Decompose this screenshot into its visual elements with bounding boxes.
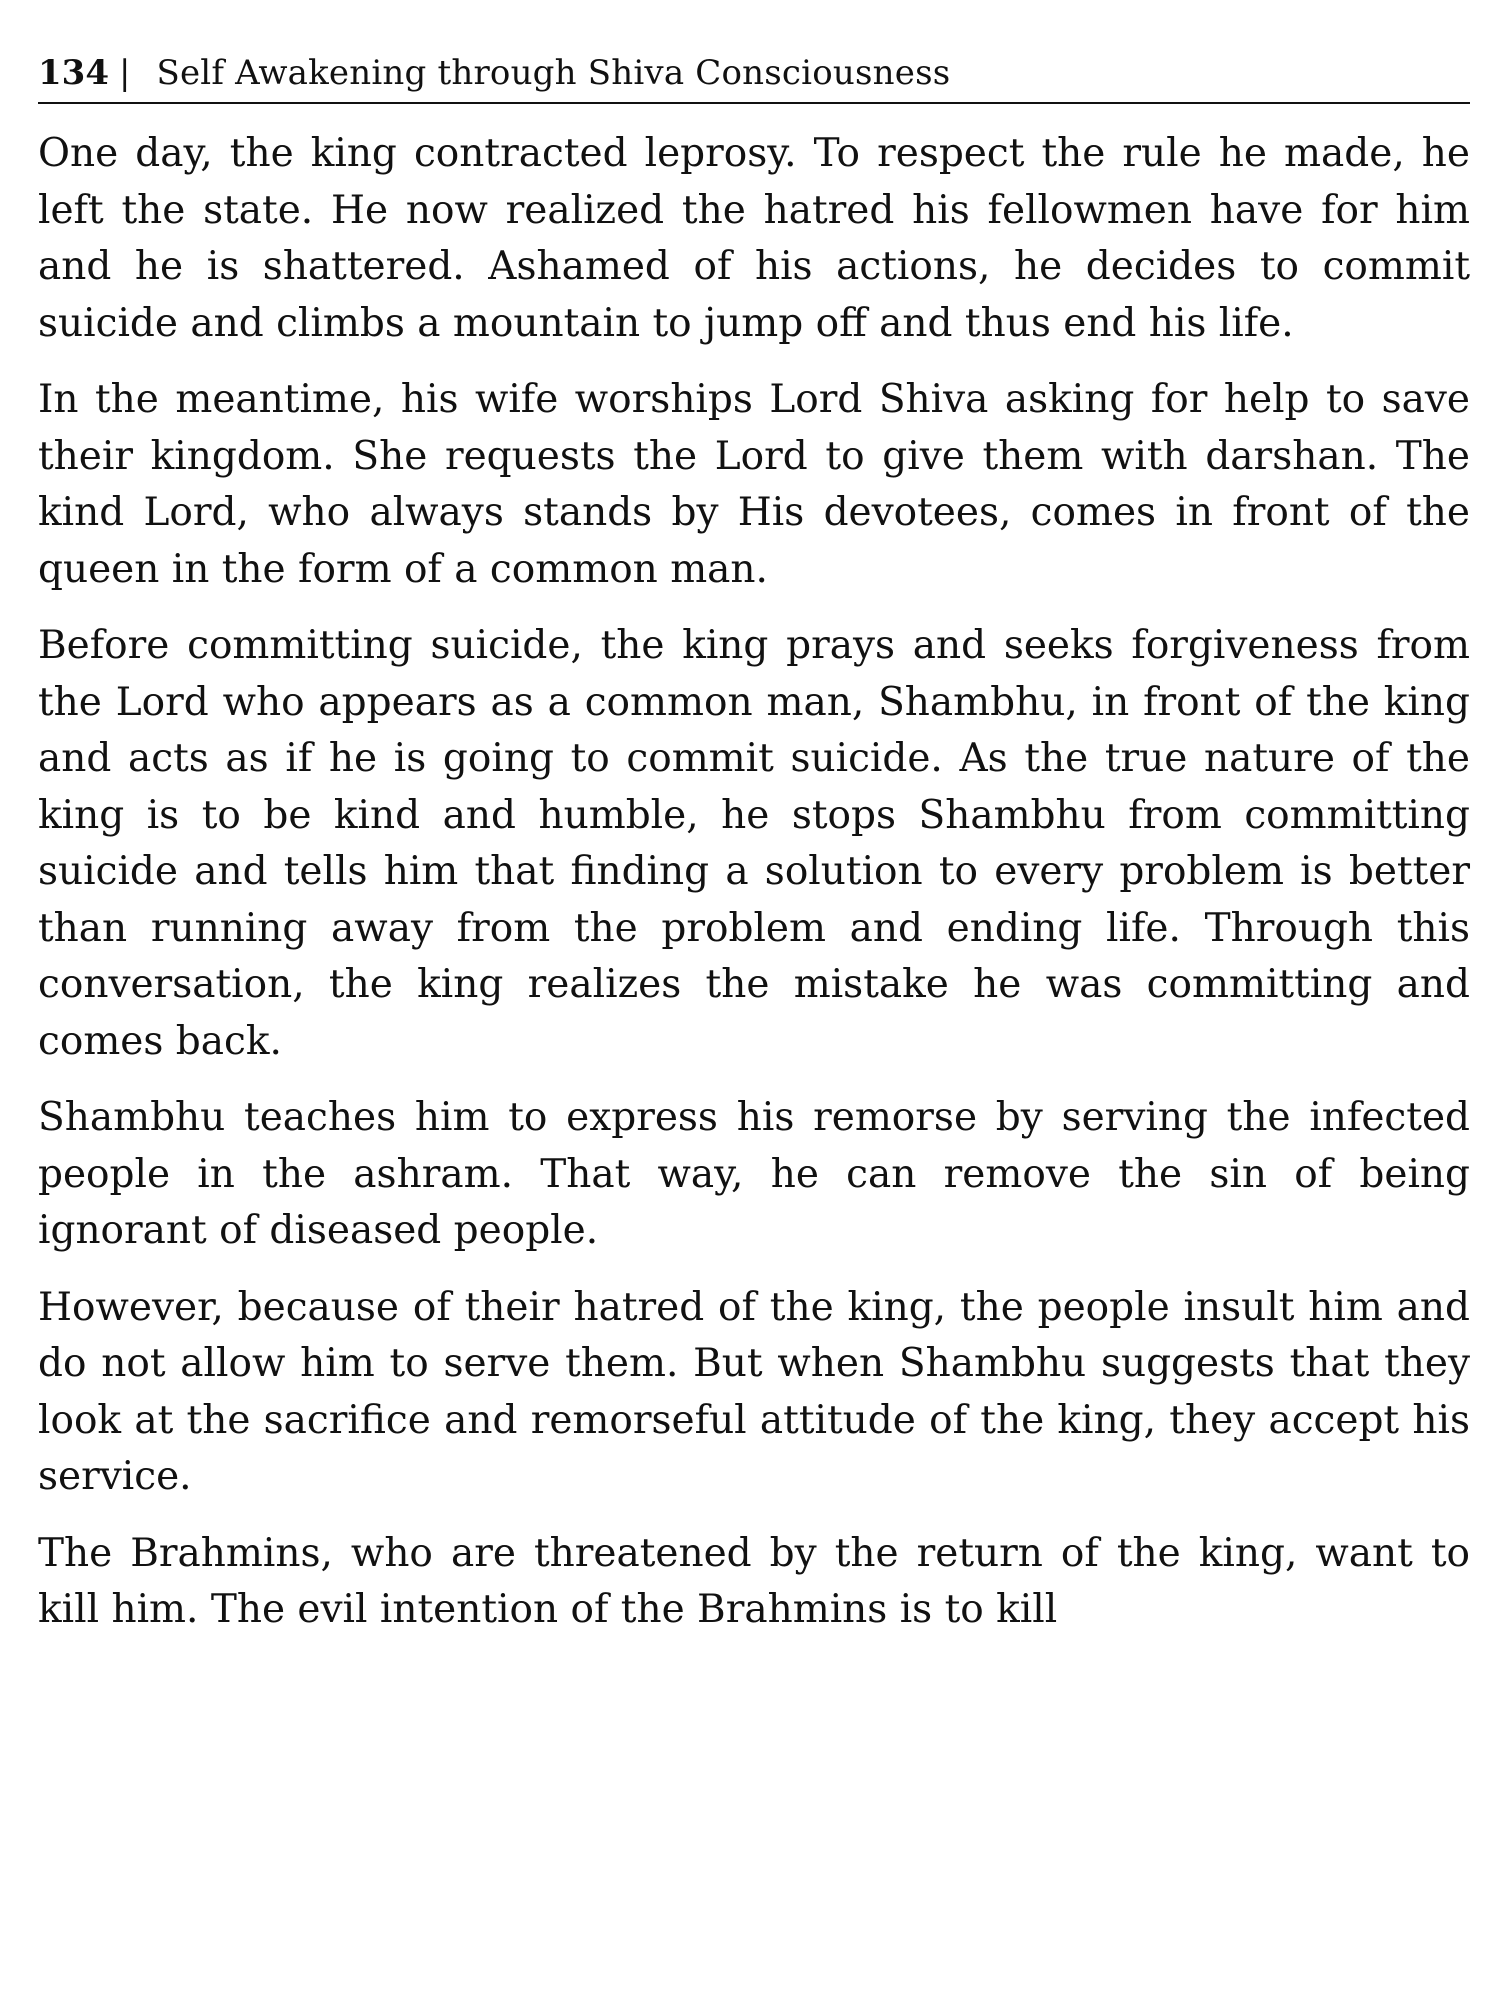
paragraph-2: In the meantime, his wife worships Lord Shiva asking for help to save their kingdom. She requests the Lord to give them with darshan. The kind Lord, who always stands by His devotees, comes in front of the queen in the form of a common man. — [38, 377, 1470, 592]
header-separator: | — [118, 53, 131, 93]
paragraph-3: Before committing suicide, the king prays and seeks forgiveness from the Lord who appears as a common man, Shambhu, in front of the king and acts as if he is going to commit suicide. As the true nature of the king is to be kind and humble, he stops Shambhu from committing suicide and tells him that finding a solution to every problem is better than running away from the problem and ending life. Through this conversation, the king realizes the mistake he was committing and comes back. — [38, 623, 1470, 1064]
page-number: 134 — [38, 53, 109, 93]
running-header — [38, 50, 1470, 104]
paragraph-6: The Brahmins, who are threatened by the return of the king, want to kill him. The evil intention of the Brahmins is to kill — [38, 1530, 1470, 1632]
book-page — [38, 50, 1470, 1659]
paragraph-1: One day, the king contracted leprosy. To respect the rule he made, he left the state. He now realized the hatred his fellowmen have for him and he is shattered. Ashamed of his actions, he decides to commit suicide and climbs a mountain to jump off and thus end his life. — [38, 131, 1470, 346]
body-text — [38, 126, 1470, 1639]
paragraph-4: Shambhu teaches him to express his remorse by serving the infected people in the ashram. That way, he can remove the sin of being ignorant of diseased people. — [38, 1095, 1470, 1253]
book-title: Self Awakening through Shiva Consciousness — [156, 53, 951, 93]
paragraph-5: However, because of their hatred of the king, the people insult him and do not allow him to serve them. But when Shambhu suggests that they look at the sacrifice and remorseful attitude of the king, they accept his service. — [38, 1284, 1470, 1499]
